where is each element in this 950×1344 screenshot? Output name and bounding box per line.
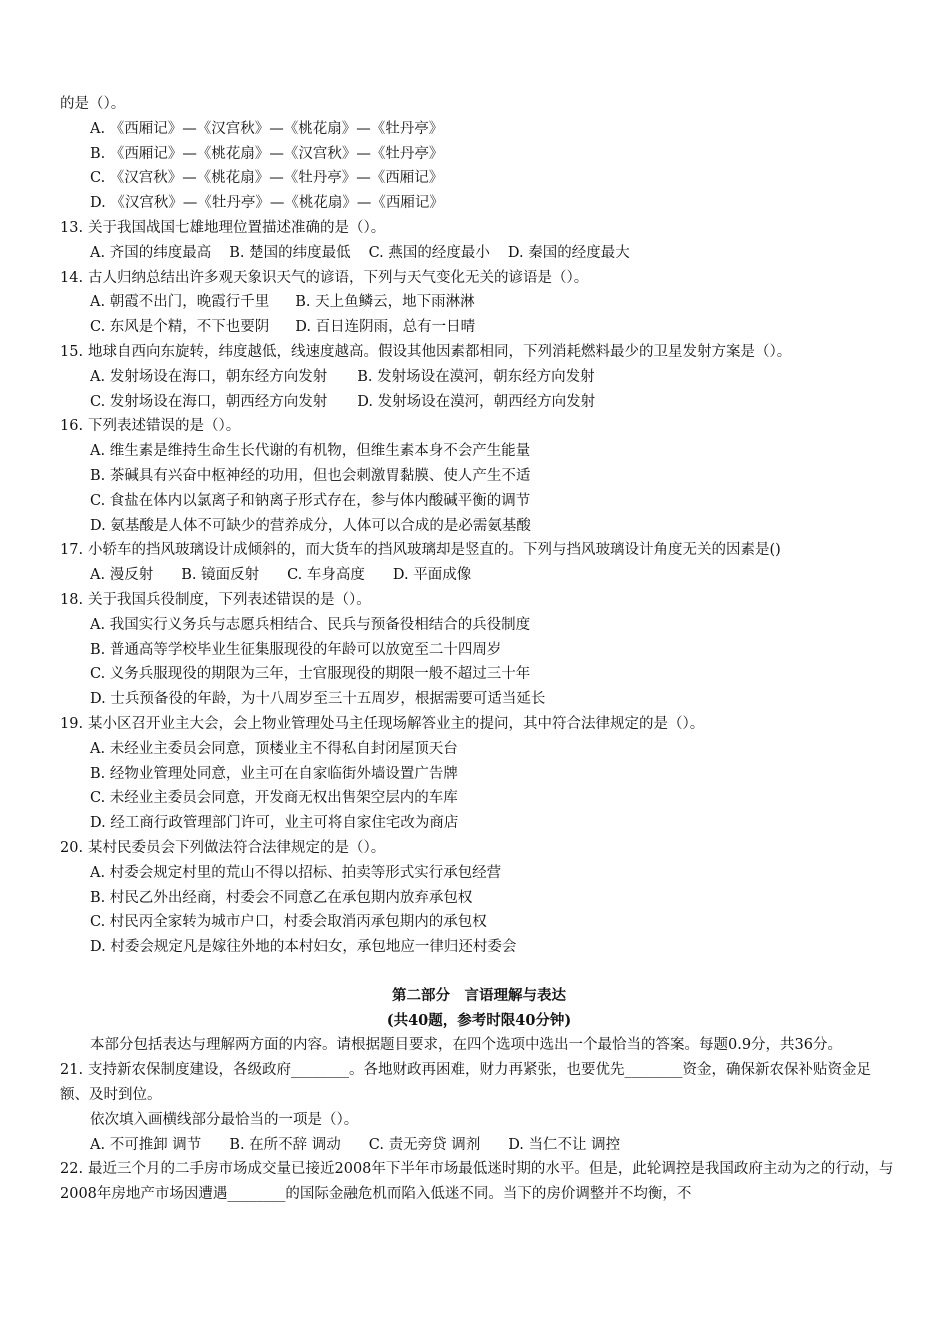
q14-option-d: D. 百日连阴雨，总有一日晴 <box>295 319 476 336</box>
q12-option-d: D. 《汉宫秋》—《牡丹亭》—《桃花扇》—《西厢记》 <box>90 195 444 212</box>
section-subtitle: (共40题，参考时限40分钟) <box>386 1011 572 1029</box>
q21-stem: 21. 支持新农保制度建设，各级政府________。各地财政再困难，财力再紧张，也要优先________资金，确保新农保补贴资金足额、及时到位。 <box>60 1062 871 1104</box>
q20-option-c: C. 村民丙全家转为城市户口，村委会取消丙承包期内的承包权 <box>90 914 487 931</box>
exam-page <box>60 92 898 1207</box>
q16-option-d: D. 氨基酸是人体不可缺少的营养成分，人体可以合成的是必需氨基酸 <box>90 517 531 534</box>
q21-option-d: D. 当仁不让 调控 <box>508 1136 621 1153</box>
q19-stem: 19. 某小区召开业主大会，会上物业管理处马主任现场解答业主的提问，其中符合法律规定的是（）。 <box>60 715 705 732</box>
q15-options-row1 <box>60 365 898 390</box>
q13-option-d: D. 秦国的经度最大 <box>507 244 630 261</box>
q16-option-a: A. 维生素是维持生命生长代谢的有机物，但维生素本身不会产生能量 <box>90 443 531 460</box>
q15-option-c: C. 发射场设在海口，朝西经方向发射 <box>90 393 328 410</box>
q21-prompt: 依次填入画横线部分最恰当的一项是（）。 <box>90 1111 359 1128</box>
q16-stem: 16. 下列表述错误的是（）。 <box>60 418 241 435</box>
q20-option-a: A. 村委会规定村里的荒山不得以招标、拍卖等形式实行承包经营 <box>90 864 502 881</box>
q19-option-d: D. 经工商行政管理部门许可，业主可将自家住宅改为商店 <box>90 815 459 832</box>
q20-stem: 20. 某村民委员会下列做法符合法律规定的是（）。 <box>60 839 386 856</box>
q13-option-a: A. 齐国的纬度最高 <box>90 244 212 261</box>
q15-option-a: A. 发射场设在海口，朝东经方向发射 <box>90 368 328 385</box>
q17-option-a: A. 漫反射 <box>90 567 154 584</box>
q14-option-b: B. 天上鱼鳞云，地下雨淋淋 <box>295 294 475 311</box>
q12-option-b: B. 《西厢记》—《桃花扇》—《汉宫秋》—《牡丹亭》 <box>90 145 444 162</box>
q18-option-d: D. 士兵预备役的年龄，为十八周岁至三十五周岁，根据需要可适当延长 <box>90 691 546 708</box>
q21-option-b: B. 在所不辞 调动 <box>229 1136 341 1153</box>
q16-option-c: C. 食盐在体内以氯离子和钠离子形式存在，参与体内酸碱平衡的调节 <box>90 492 531 509</box>
q18-option-a: A. 我国实行义务兵与志愿兵相结合、民兵与预备役相结合的兵役制度 <box>90 616 531 633</box>
q17-option-d: D. 平面成像 <box>392 567 472 584</box>
q21-option-c: C. 责无旁贷 调剂 <box>368 1136 481 1153</box>
q20-option-b: B. 村民乙外出经商，村委会不同意乙在承包期内放弃承包权 <box>90 889 473 906</box>
q14-options-row2 <box>60 315 898 340</box>
q18-option-c: C. 义务兵服现役的期限为三年，士官服现役的期限一般不超过三十年 <box>90 666 531 683</box>
q15-options-row2 <box>60 390 898 415</box>
q17-option-c: C. 车身高度 <box>287 567 365 584</box>
q17-options <box>60 563 898 588</box>
q15-stem: 15. 地球自西向东旋转，纬度越低，线速度越高。假设其他因素都相同，下列消耗燃料最少的卫星发射方案是（）。 <box>60 343 792 360</box>
q19-option-a: A. 未经业主委员会同意，顶楼业主不得私自封闭屋顶天台 <box>90 740 458 757</box>
q15-option-d: D. 发射场设在漠河，朝西经方向发射 <box>357 393 596 410</box>
q21-options <box>60 1133 898 1158</box>
q19-option-b: B. 经物业管理处同意，业主可在自家临街外墙设置广告牌 <box>90 765 458 782</box>
q18-option-b: B. 普通高等学校毕业生征集服现役的年龄可以放宽至二十四周岁 <box>90 641 502 658</box>
section-title: 第二部分 言语理解与表达 <box>392 986 566 1004</box>
q13-stem: 13. 关于我国战国七雄地理位置描述准确的是（）。 <box>60 219 386 236</box>
q20-option-d: D. 村委会规定凡是嫁往外地的本村妇女，承包地应一律归还村委会 <box>90 939 517 956</box>
q14-stem: 14. 古人归纳总结出许多观天象识天气的谚语，下列与天气变化无关的谚语是（）。 <box>60 269 589 286</box>
section-intro: 本部分包括表达与理解两方面的内容。请根据题目要求，在四个选项中选出一个最恰当的答案。每题0.9分，共36分。 <box>90 1037 843 1054</box>
q17-stem: 17. 小轿车的挡风玻璃设计成倾斜的，而大货车的挡风玻璃却是竖直的。下列与挡风玻璃设计角度无关的因素是() <box>60 542 781 559</box>
q22-stem: 22. 最近三个月的二手房市场成交量已接近2008年下半年市场最低迷时期的水平。但是，此轮调控是我国政府主动为之的行动，与2008年房地产市场因遭遇________的国际金融危机而陷入低迷不同。当下的房价调整并不均衡，不 <box>60 1161 894 1203</box>
q14-option-a: A. 朝霞不出门，晚霞行千里 <box>90 294 270 311</box>
q15-option-b: B. 发射场设在漠河，朝东经方向发射 <box>357 368 595 385</box>
q14-option-c: C. 东风是个精，不下也要阴 <box>90 319 270 336</box>
q17-option-b: B. 镜面反射 <box>181 567 260 584</box>
q14-options-row1 <box>60 290 898 315</box>
q12-option-c: C. 《汉宫秋》—《桃花扇》—《牡丹亭》—《西厢记》 <box>90 170 444 187</box>
q12-tail: 的是（）。 <box>60 96 126 112</box>
q13-option-b: B. 楚国的纬度最低 <box>229 244 351 261</box>
q12-option-a: A. 《西厢记》—《汉宫秋》—《桃花扇》—《牡丹亭》 <box>90 120 444 137</box>
q13-option-c: C. 燕国的经度最小 <box>368 244 490 261</box>
q16-option-b: B. 茶碱具有兴奋中枢神经的功用，但也会刺激胃黏膜、使人产生不适 <box>90 467 531 484</box>
section-spacer <box>60 960 898 984</box>
q21-option-a: A. 不可推卸 调节 <box>90 1136 202 1153</box>
q18-stem: 18. 关于我国兵役制度，下列表述错误的是（）。 <box>60 591 371 608</box>
q19-option-c: C. 未经业主委员会同意，开发商无权出售架空层内的车库 <box>90 790 458 807</box>
q13-options <box>60 241 898 266</box>
